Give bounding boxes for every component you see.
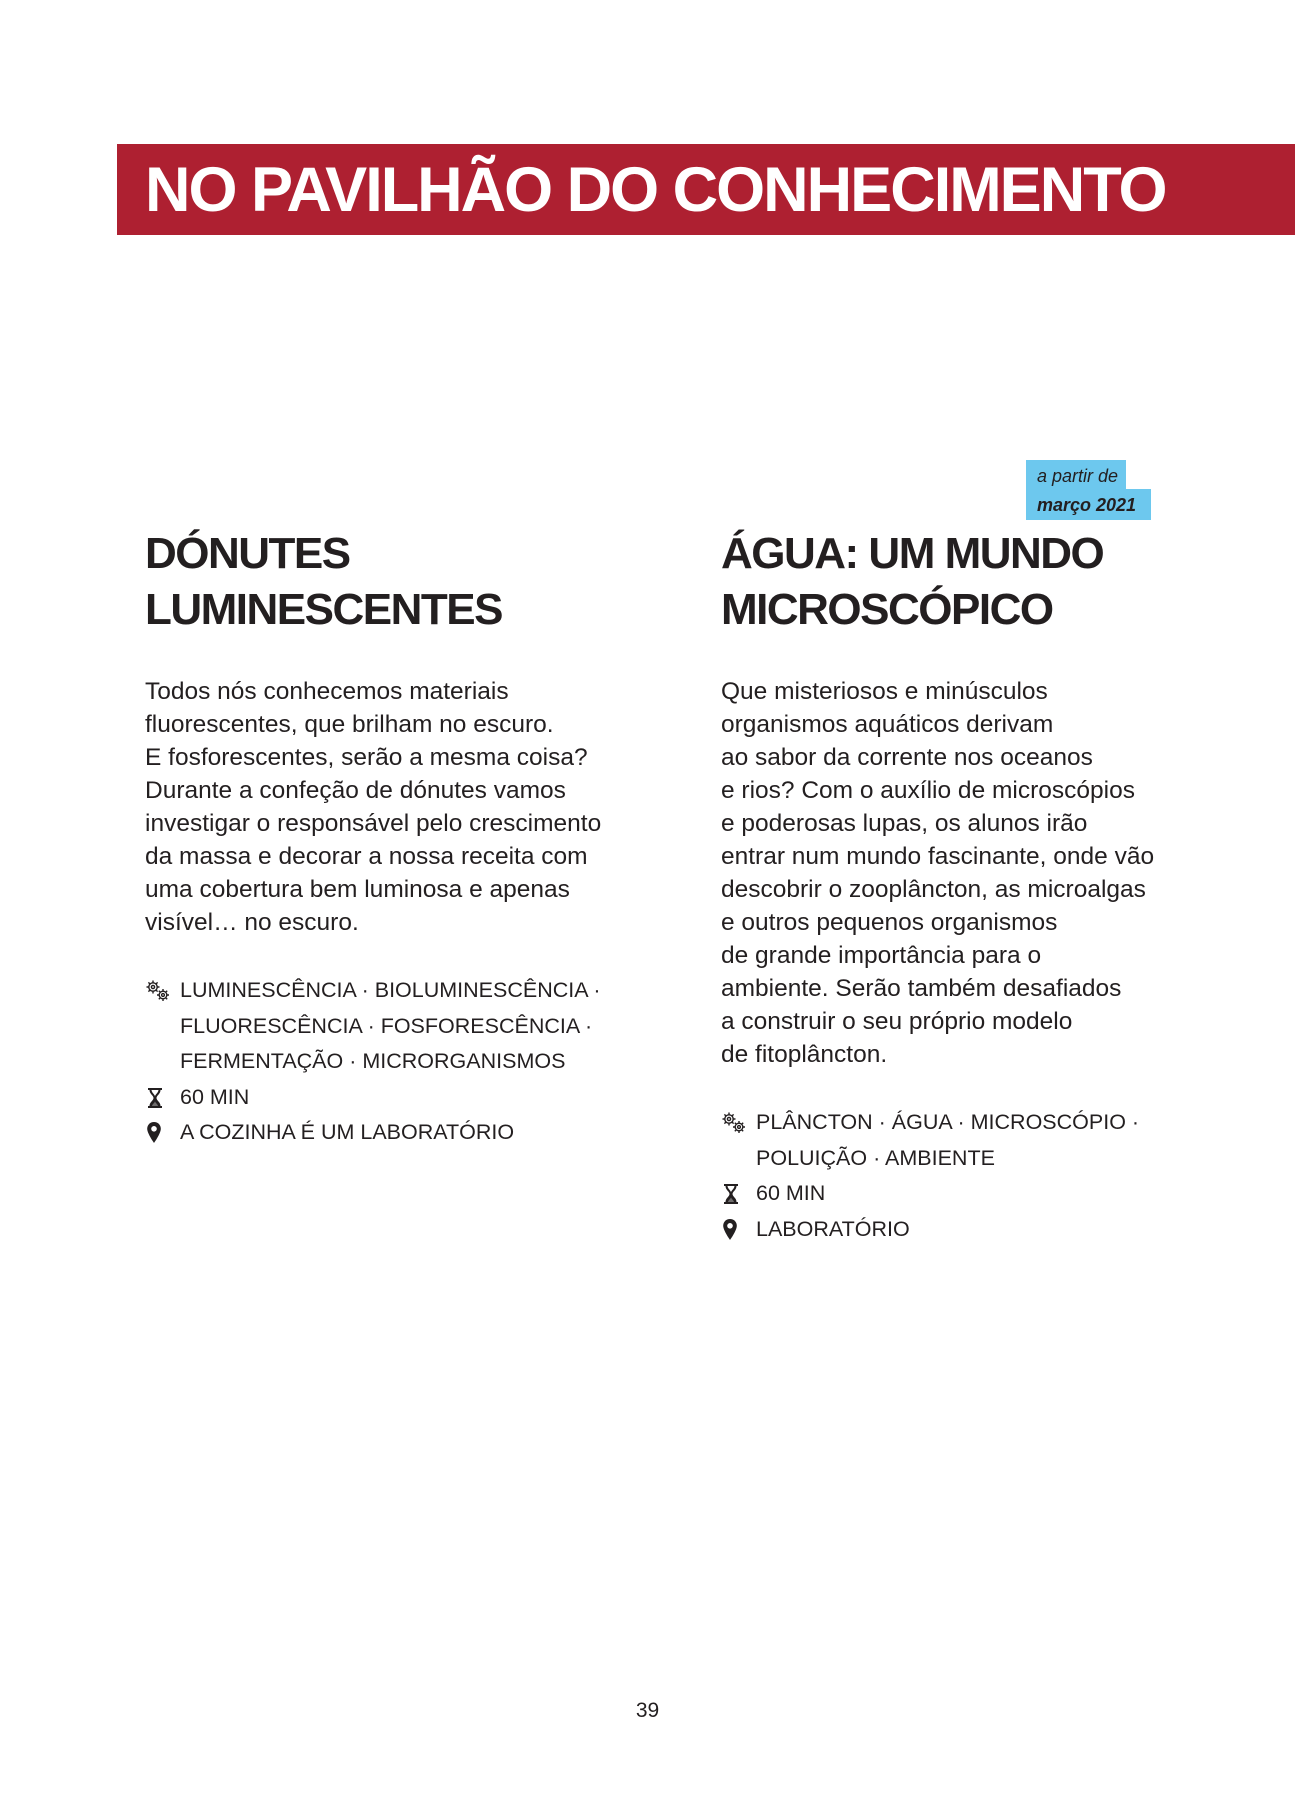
badge-line-1: a partir de [1037, 466, 1119, 486]
gears-icon [145, 979, 171, 1003]
activity-title: DÓNUTES LUMINESCENTES [145, 529, 502, 634]
map-pin-icon [721, 1218, 747, 1242]
hourglass-icon [145, 1086, 171, 1110]
badge-line-2: março 2021 [1037, 495, 1137, 515]
gears-icon [721, 1111, 747, 1135]
activity-agua [721, 526, 1221, 1247]
location-text: A COZINHA É UM LABORATÓRIO [180, 1120, 515, 1144]
page-title: NO PAVILHÃO DO CONHECIMENTO [145, 155, 1166, 225]
location-text: LABORATÓRIO [756, 1216, 910, 1241]
header-banner [117, 144, 1295, 235]
topic-line: PLÂNCTON · ÁGUA · MICROSCÓPIO · [756, 1110, 1140, 1134]
activity-description: Todos nós conhecemos materiais fluorescentes, que brilham no escuro. E fosforescentes, serão a mesma coisa? Durante a confeção de dónutes vamos investigar o responsável pelo crescimento da massa e decorar a nossa receita com uma cobertura bem luminosa e apenas visível… no escuro. [145, 678, 602, 936]
activity-title: ÁGUA: UM MUNDO MICROSCÓPICO [721, 529, 1104, 634]
activity-description: Que misteriosos e minúsculos organismos aquáticos derivam ao sabor da corrente nos oceanos e rios? Com o auxílio de microscópios e poderosas lupas, os alunos irão entrar num mundo fascinante, onde vão descobrir o zooplâncton, as microalgas e outros pequenos organismos de grande importância para o ambiente. Serão também desafiados a construir o seu próprio modelo de fitoplâncton. [721, 678, 1155, 1068]
duration-row [721, 1176, 1221, 1212]
hourglass-icon [721, 1182, 747, 1206]
topics-row [721, 1105, 1221, 1176]
duration-text: 60 MIN [180, 1084, 250, 1109]
duration-text: 60 MIN [756, 1181, 826, 1205]
topic-line: FERMENTAÇÃO · MICRORGANISMOS [180, 1049, 566, 1073]
availability-badge [1026, 460, 1151, 520]
page-number: 39 [635, 1699, 660, 1722]
topic-line: LUMINESCÊNCIA · BIOLUMINESCÊNCIA · [180, 978, 601, 1002]
map-pin-icon [145, 1121, 171, 1145]
location-row [145, 1115, 645, 1151]
topic-line: FLUORESCÊNCIA · FOSFORESCÊNCIA · [180, 1013, 593, 1038]
activity-meta [145, 973, 645, 1151]
activity-meta [721, 1105, 1221, 1247]
activity-donutes [145, 526, 645, 1151]
location-row [721, 1212, 1221, 1248]
topic-line: POLUIÇÃO · AMBIENTE [756, 1145, 995, 1170]
duration-row [145, 1080, 645, 1116]
topics-row [145, 973, 645, 1080]
